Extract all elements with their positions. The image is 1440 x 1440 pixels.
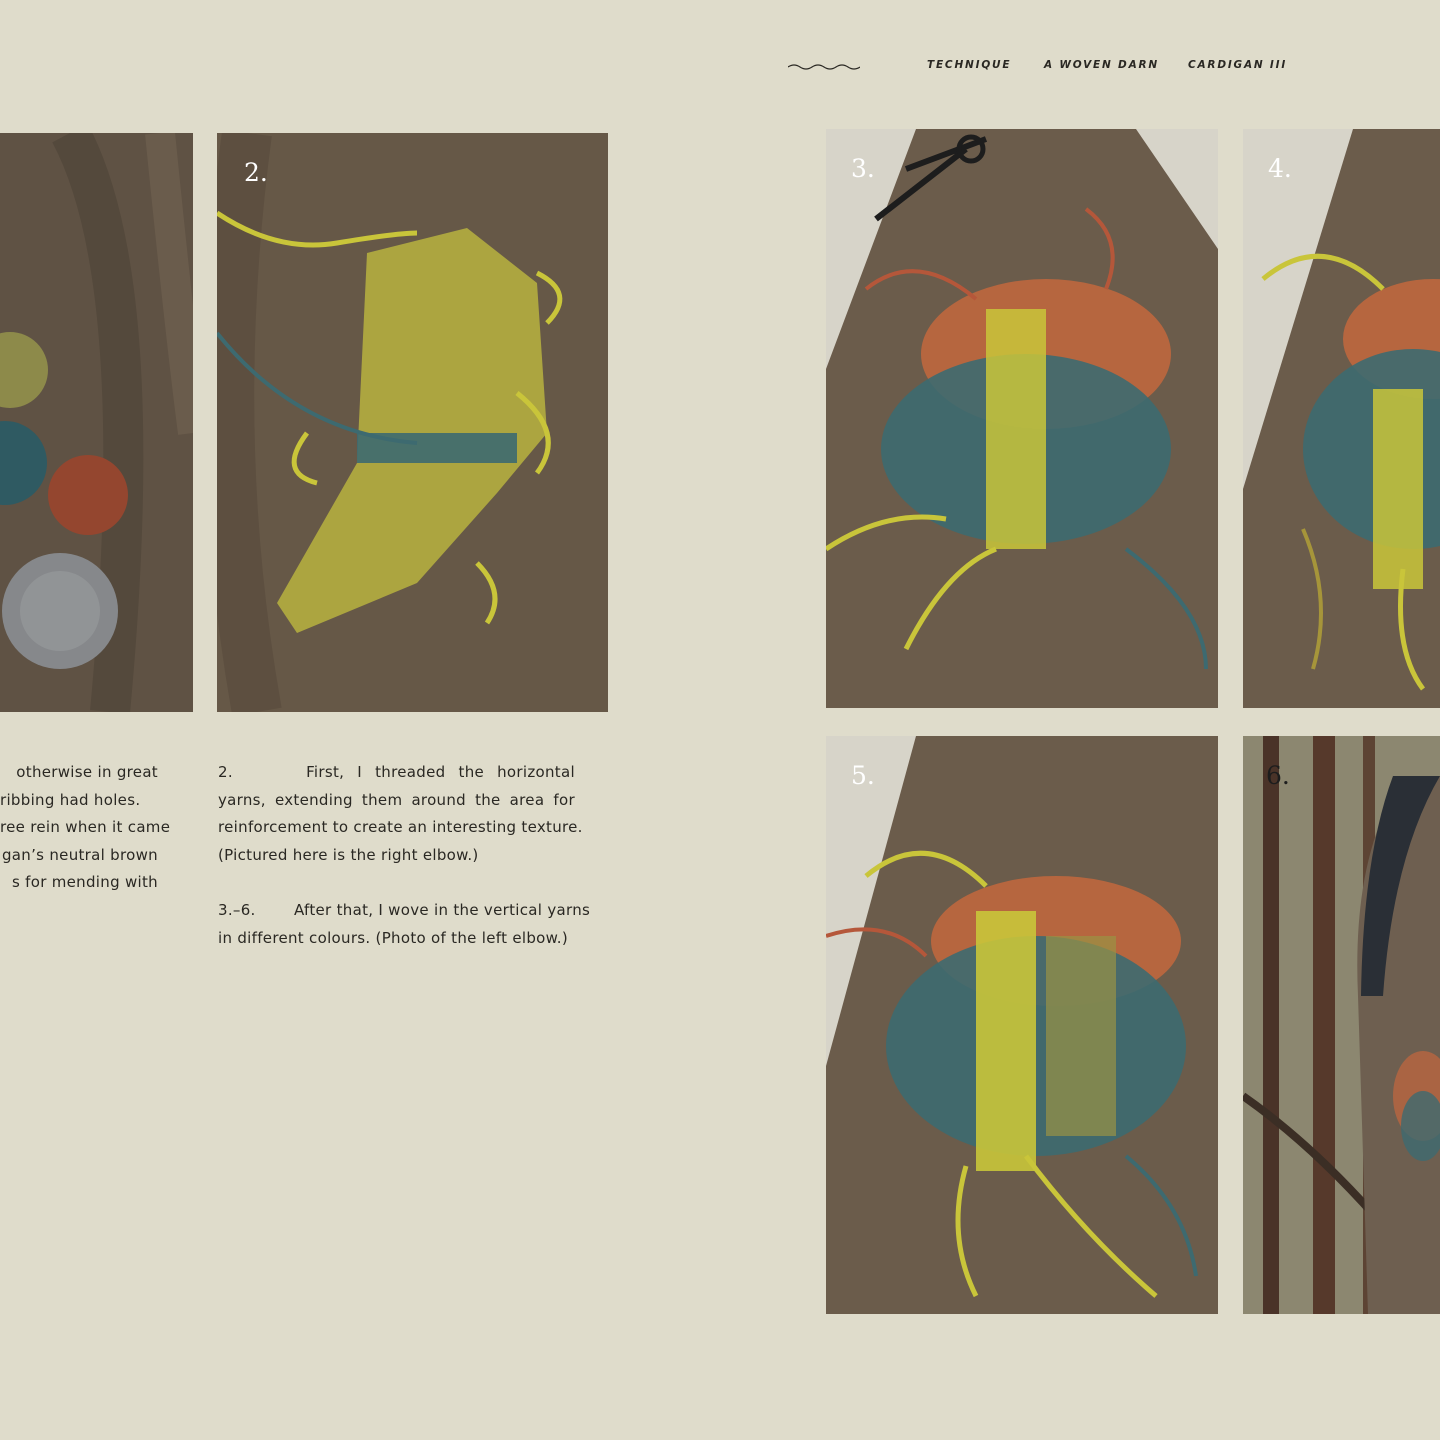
step-3-6-line-1: 3.–6. After that, I wove in the vertical yarns	[218, 897, 575, 925]
photo-step-3	[826, 129, 1218, 708]
photo-step-5	[826, 736, 1218, 1314]
left-line-3: ree rein when it came	[0, 818, 171, 836]
step-2-number: 2.	[218, 763, 233, 781]
nav-cardigan[interactable]: CARDIGAN III	[1188, 59, 1288, 71]
photo-label-4: 4.	[1268, 154, 1292, 183]
step-2-line-2: yarns, extending them around the area for	[218, 790, 575, 809]
step-2-paragraph	[218, 759, 583, 869]
photo-label-3: 3.	[851, 154, 875, 183]
left-paragraph	[0, 759, 171, 897]
photo-step-6	[1243, 736, 1440, 1314]
left-line-5: s for mending with	[11, 873, 158, 891]
left-line-4: gan’s neutral brown	[1, 845, 158, 864]
step-3-6-number: 3.–6.	[218, 901, 256, 919]
step-2-line-4: (Pictured here is the right elbow.)	[218, 845, 479, 864]
nav-technique[interactable]: TECHNIQUE	[927, 59, 1012, 71]
nav-woven-darn[interactable]: A WOVEN DARN	[1044, 59, 1159, 71]
photo-label-5: 5.	[851, 761, 875, 790]
wave-ornament	[788, 58, 860, 74]
photo-label-6: 6.	[1266, 761, 1290, 790]
photo-step-4	[1243, 129, 1440, 708]
step-3-6-paragraph	[218, 897, 591, 952]
photo-label-2: 2.	[244, 158, 268, 187]
photo-yarn-balls	[0, 133, 193, 712]
left-line-2: ribbing had holes.	[0, 790, 141, 809]
left-line-1: otherwise in great	[16, 763, 158, 781]
step-3-6-line-2: in different colours. (Photo of the left elbow.)	[218, 928, 569, 947]
step-2-line-1: 2. First, I threaded the horizontal	[218, 759, 575, 787]
step-2-line-3: reinforcement to create an interesting texture.	[218, 818, 583, 836]
photo-step-2	[217, 133, 608, 712]
